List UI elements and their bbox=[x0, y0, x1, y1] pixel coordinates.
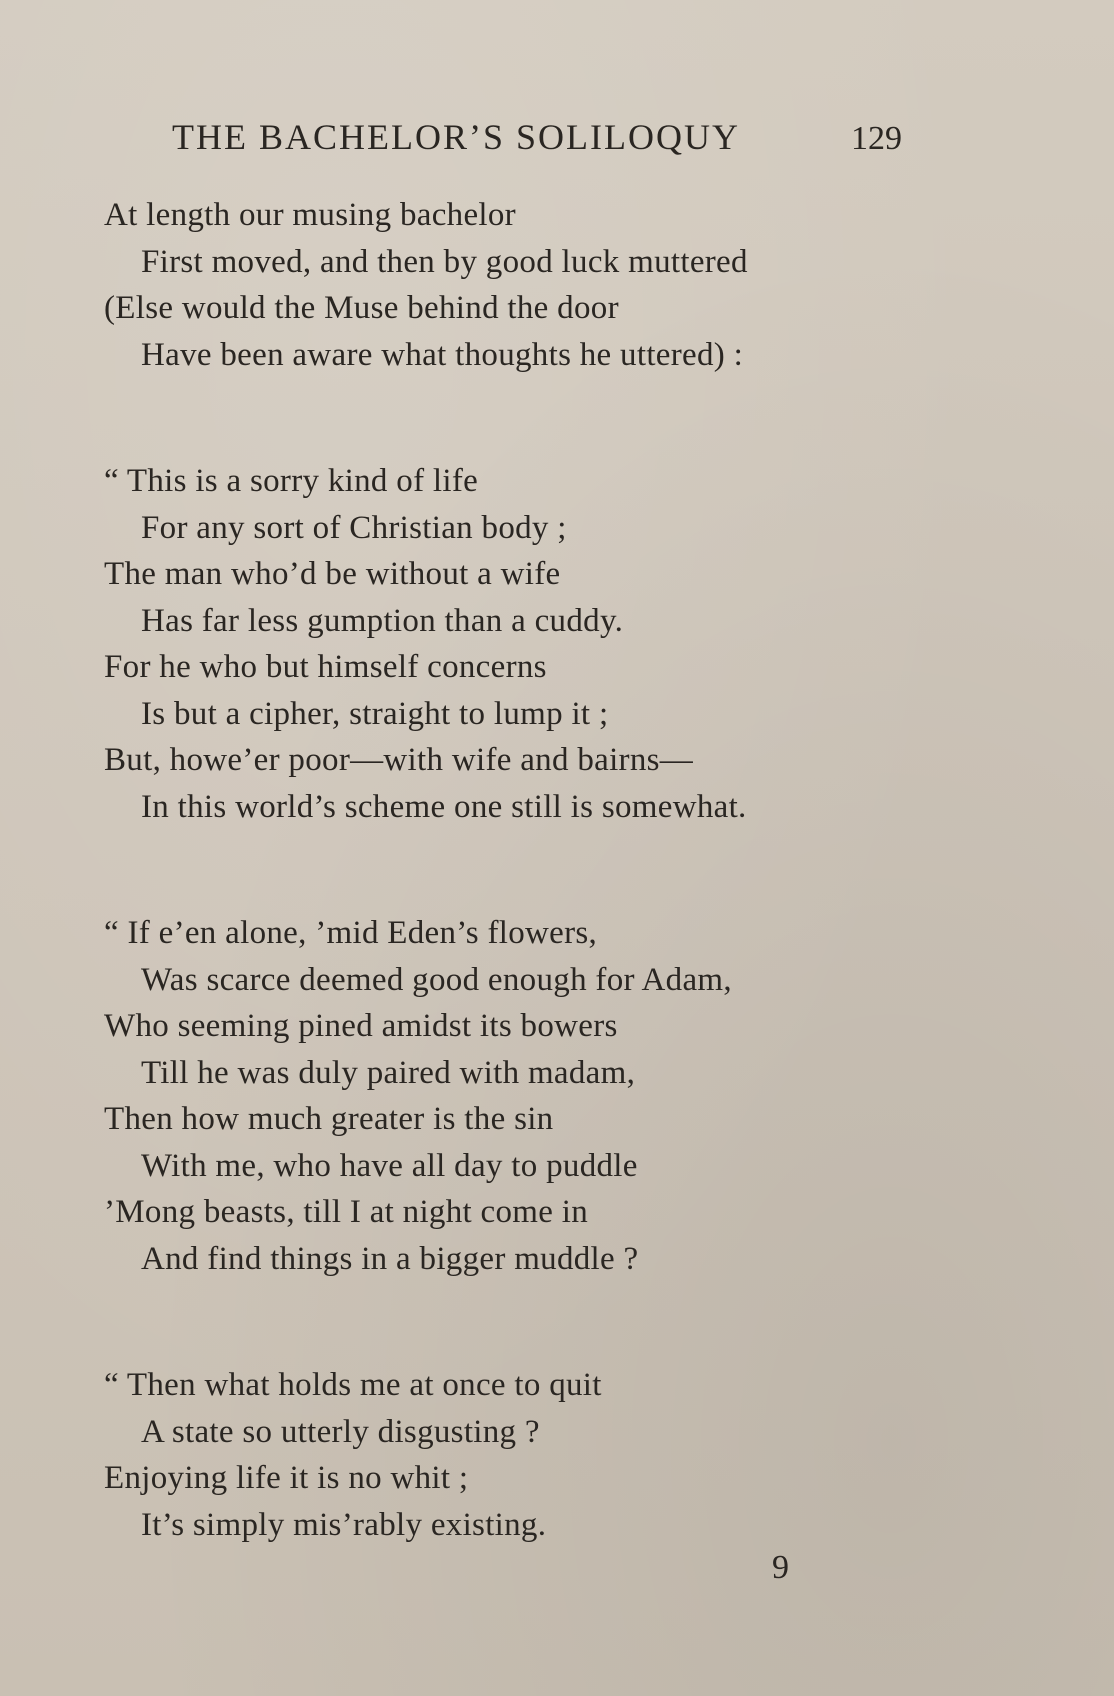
verse-line: Is but a cipher, straight to lump it ; bbox=[141, 695, 609, 732]
poem-body bbox=[104, 192, 1004, 1628]
verse-line: For any sort of Christian body ; bbox=[141, 509, 567, 546]
verse-line: In this world’s scheme one still is somewhat. bbox=[141, 788, 747, 825]
verse-line: Was scarce deemed good enough for Adam, bbox=[141, 961, 732, 998]
verse-line: Who seeming pined amidst its bowers bbox=[104, 1008, 618, 1044]
signature-mark: 9 bbox=[772, 1549, 789, 1586]
verse-line: “ This is a sorry kind of life bbox=[104, 463, 479, 499]
verse-line: With me, who have all day to puddle bbox=[141, 1147, 638, 1184]
running-title: THE BACHELOR’S SOLILOQUY bbox=[172, 117, 740, 157]
verse-line: It’s simply mis’rably existing. bbox=[141, 1506, 547, 1543]
verse-line: Has far less gumption than a cuddy. bbox=[141, 602, 624, 639]
verse-line: Enjoying life it is no whit ; bbox=[104, 1460, 469, 1496]
stanza-1 bbox=[104, 192, 1004, 378]
verse-line: But, howe’er poor—with wife and bairns— bbox=[104, 742, 694, 778]
verse-line: First moved, and then by good luck muttered bbox=[141, 243, 748, 280]
verse-line: And find things in a bigger muddle ? bbox=[141, 1240, 639, 1277]
verse-line: “ Then what holds me at once to quit bbox=[104, 1367, 602, 1403]
stanza-3 bbox=[104, 910, 1004, 1282]
verse-line: Till he was duly paired with madam, bbox=[141, 1054, 636, 1091]
verse-line: For he who but himself concerns bbox=[104, 649, 547, 685]
verse-line: At length our musing bachelor bbox=[104, 197, 516, 233]
page-number: 129 bbox=[851, 120, 902, 157]
verse-line: Have been aware what thoughts he uttered) : bbox=[141, 336, 744, 373]
verse-line: Then how much greater is the sin bbox=[104, 1101, 554, 1137]
running-head bbox=[172, 112, 902, 162]
verse-line: The man who’d be without a wife bbox=[104, 556, 561, 592]
verse-line: ’Mong beasts, till I at night come in bbox=[104, 1194, 589, 1230]
verse-line: (Else would the Muse behind the door bbox=[104, 290, 619, 326]
stanza-2 bbox=[104, 458, 1004, 830]
verse-line: A state so utterly disgusting ? bbox=[141, 1413, 540, 1450]
stanza-4 bbox=[104, 1362, 1004, 1548]
verse-line: “ If e’en alone, ’mid Eden’s flowers, bbox=[104, 915, 598, 951]
